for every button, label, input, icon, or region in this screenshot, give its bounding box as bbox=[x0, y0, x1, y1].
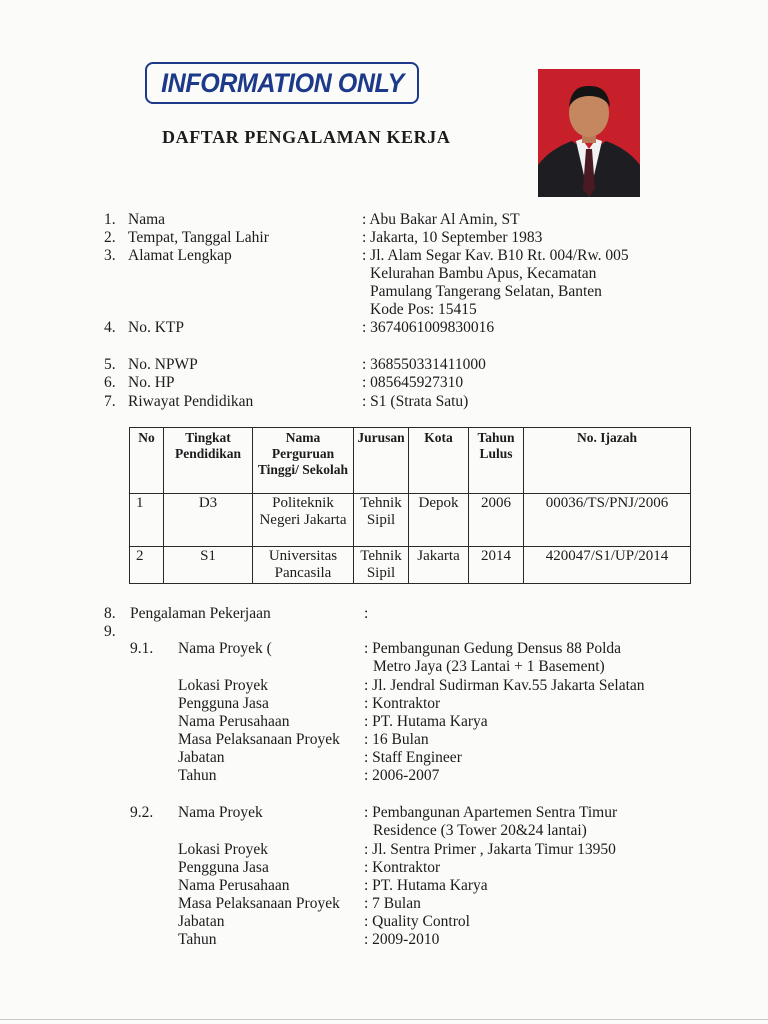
table-cell: D3 bbox=[164, 494, 253, 547]
experience-colon: : bbox=[364, 605, 369, 622]
col-header-perguruan: Nama Perguruan Tinggi/ Sekolah bbox=[253, 428, 354, 494]
info-number: 1. bbox=[104, 211, 116, 228]
project-field-value: : Kontraktor bbox=[364, 695, 441, 712]
table-cell: 2 bbox=[130, 547, 164, 584]
project-field-value: : Pembangunan Gedung Densus 88 Polda bbox=[364, 640, 622, 657]
project-field-label: Jabatan bbox=[178, 913, 225, 930]
education-table-header bbox=[130, 428, 691, 494]
experience-heading: Pengalaman Pekerjaan bbox=[130, 605, 271, 622]
page-title: DAFTAR PENGALAMAN KERJA bbox=[162, 127, 451, 147]
info-number: 5. bbox=[104, 356, 116, 373]
project-field-value: : 2009-2010 bbox=[364, 931, 440, 948]
info-number: 6. bbox=[104, 374, 116, 391]
info-value: : 085645927310 bbox=[362, 374, 464, 391]
project-field-label: Pengguna Jasa bbox=[178, 695, 269, 712]
person-portrait-icon bbox=[538, 69, 640, 197]
info-number: 7. bbox=[104, 393, 116, 410]
info-value: : Abu Bakar Al Amin, ST bbox=[362, 211, 520, 228]
project-field-value: Residence (3 Tower 20&24 lantai) bbox=[373, 822, 587, 839]
col-header-jurusan: Jurusan bbox=[354, 428, 409, 494]
table-cell: 1 bbox=[130, 494, 164, 547]
col-header-tingkat: Tingkat Pendidikan bbox=[164, 428, 253, 494]
experience-number: 8. bbox=[104, 605, 116, 622]
info-value: : 368550331411000 bbox=[362, 356, 486, 373]
project-field-value: : 2006-2007 bbox=[364, 767, 440, 784]
project-field-value: : 7 Bulan bbox=[364, 895, 421, 912]
info-label: Riwayat Pendidikan bbox=[128, 393, 254, 410]
info-label: Nama bbox=[128, 211, 166, 228]
table-cell: Universitas Pancasila bbox=[253, 547, 354, 584]
project-field-value: : Jl. Sentra Primer , Jakarta Timur 13950 bbox=[364, 841, 616, 858]
table-cell: 2006 bbox=[469, 494, 524, 547]
project-number: 9.2. bbox=[130, 804, 154, 821]
project-field-label: Lokasi Proyek bbox=[178, 677, 268, 694]
stamp-text: INFORMATION ONLY bbox=[160, 67, 404, 98]
table-cell: 420047/S1/UP/2014 bbox=[524, 547, 691, 584]
info-label: Tempat, Tanggal Lahir bbox=[128, 229, 269, 246]
info-number: 3. bbox=[104, 247, 116, 264]
project-field-value: : Staff Engineer bbox=[364, 749, 462, 766]
info-value: : Jakarta, 10 September 1983 bbox=[362, 229, 543, 246]
project-field-value: : Quality Control bbox=[364, 913, 470, 930]
table-cell: Tehnik Sipil bbox=[354, 494, 409, 547]
project-field-label: Nama Proyek bbox=[178, 804, 263, 821]
table-row bbox=[130, 547, 691, 584]
col-header-kota: Kota bbox=[409, 428, 469, 494]
info-value: : Jl. Alam Segar Kav. B10 Rt. 004/Rw. 005 bbox=[362, 247, 629, 264]
project-field-label: Masa Pelaksanaan Proyek bbox=[178, 895, 340, 912]
project-field-label: Tahun bbox=[178, 767, 217, 784]
info-label: No. HP bbox=[128, 374, 175, 391]
page-bottom-rule bbox=[0, 1019, 768, 1020]
table-cell: Jakarta bbox=[409, 547, 469, 584]
info-value: Pamulang Tangerang Selatan, Banten bbox=[370, 283, 602, 300]
project-field-value: Metro Jaya (23 Lantai + 1 Basement) bbox=[373, 658, 605, 675]
project-field-label: Nama Proyek ( bbox=[178, 640, 272, 657]
project-field-value: : 16 Bulan bbox=[364, 731, 429, 748]
table-cell: Politeknik Negeri Jakarta bbox=[253, 494, 354, 547]
table-cell: 2014 bbox=[469, 547, 524, 584]
project-field-label: Nama Perusahaan bbox=[178, 713, 290, 730]
info-value: : 3674061009830016 bbox=[362, 319, 495, 336]
info-value: : S1 (Strata Satu) bbox=[362, 393, 469, 410]
info-value: Kode Pos: 15415 bbox=[370, 301, 477, 318]
col-header-tahun: Tahun Lulus bbox=[469, 428, 524, 494]
project-field-value: : PT. Hutama Karya bbox=[364, 877, 488, 894]
project-field-value: : Jl. Jendral Sudirman Kav.55 Jakarta Selatan bbox=[364, 677, 645, 694]
table-cell: 00036/TS/PNJ/2006 bbox=[524, 494, 691, 547]
information-only-stamp bbox=[145, 62, 419, 104]
info-label: No. NPWP bbox=[128, 356, 198, 373]
table-cell: S1 bbox=[164, 547, 253, 584]
col-header-no: No bbox=[130, 428, 164, 494]
info-number: 2. bbox=[104, 229, 116, 246]
project-field-value: : Pembangunan Apartemen Sentra Timur bbox=[364, 804, 618, 821]
table-cell: Tehnik Sipil bbox=[354, 547, 409, 584]
table-cell: Depok bbox=[409, 494, 469, 547]
education-table bbox=[129, 427, 691, 584]
table-row bbox=[130, 494, 691, 547]
project-field-label: Masa Pelaksanaan Proyek bbox=[178, 731, 340, 748]
col-header-ijazah: No. Ijazah bbox=[524, 428, 691, 494]
project-field-value: : PT. Hutama Karya bbox=[364, 713, 488, 730]
project-field-label: Jabatan bbox=[178, 749, 225, 766]
project-number: 9.1. bbox=[130, 640, 154, 657]
info-label: Alamat Lengkap bbox=[128, 247, 232, 264]
project-field-label: Nama Perusahaan bbox=[178, 877, 290, 894]
info-value: Kelurahan Bambu Apus, Kecamatan bbox=[370, 265, 597, 282]
project-field-label: Lokasi Proyek bbox=[178, 841, 268, 858]
info-label: No. KTP bbox=[128, 319, 184, 336]
project-field-value: : Kontraktor bbox=[364, 859, 441, 876]
item-9-number: 9. bbox=[104, 623, 116, 640]
project-field-label: Pengguna Jasa bbox=[178, 859, 269, 876]
info-number: 4. bbox=[104, 319, 116, 336]
project-field-label: Tahun bbox=[178, 931, 217, 948]
